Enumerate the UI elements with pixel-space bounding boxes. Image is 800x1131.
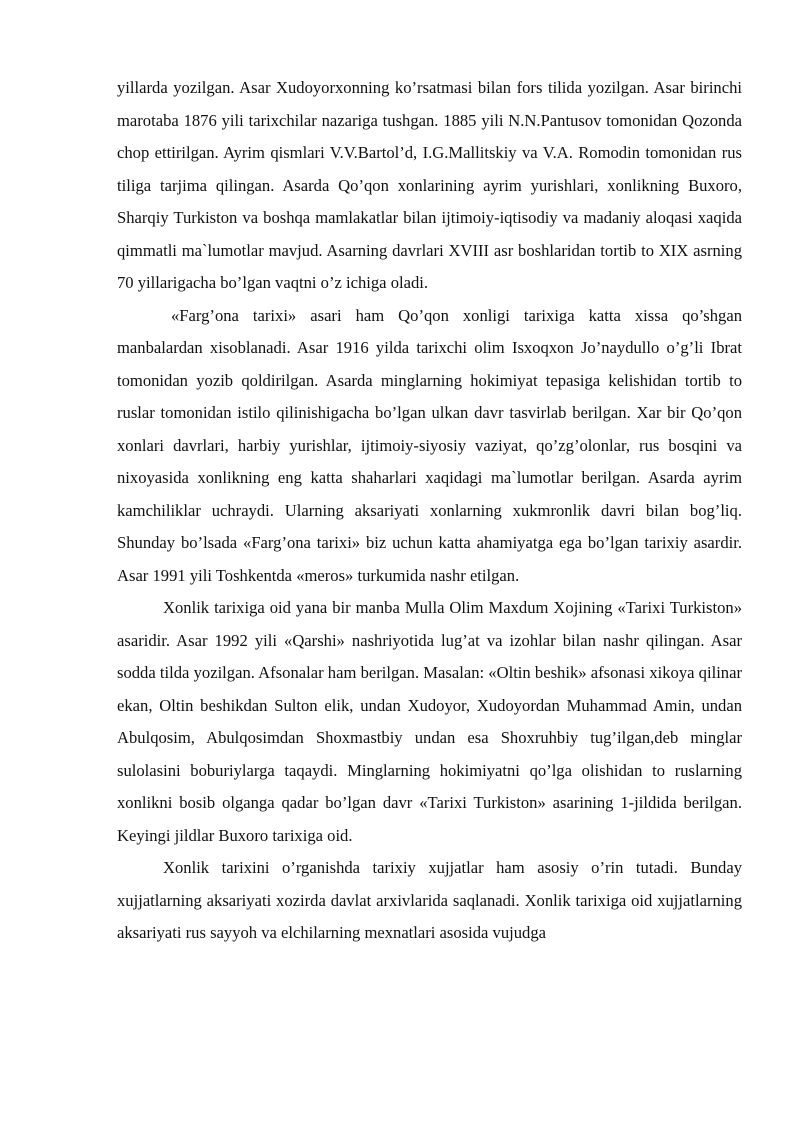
paragraph-fergana-history: «Farg’ona tarixi» asari ham Qo’qon xonligi tarixiga katta xissa qo’shgan manbalardan xisoblanadi. Asar 1916 yilda tarixchi olim Isxoqxon Jo’naydullo o’g’li Ibrat tomonidan yozib qoldirilgan. Asarda minglarning hokimiyat tepasiga kelishidan tortib to ruslar tomonidan istilo qilinishigacha bo’lgan ulkan davr tasvirlab berilgan. Xar bir Qo’qon xonlari davrlari, harbiy yurishlar, ijtimoiy-siyosiy vaziyat, qo’zg’olonlar, rus bosqini va nixoyasida xonlikning eng katta shaharlari xaqidagi ma`lumotlar berilgan. Asarda ayrim kamchiliklar uchraydi. Ularning aksariyati xonlarning xukmronlik davri bilan bog’liq. Shunday bo’lsada «Farg’ona tarixi» biz uchun katta ahamiyatga ega bo’lgan tarixiy asardir. Asar 1991 yili Toshkentda «meros» turkumida nashr etilgan. (117, 305, 742, 585)
document-page (117, 72, 742, 950)
paragraph-tarixi-turkiston: Xonlik tarixiga oid yana bir manba Mulla Olim Maxdum Xojining «Tarixi Turkiston» asaridir. Asar 1992 yili «Qarshi» nashriyotida lug’at va izohlar bilan nashr qilingan. Asar sodda tilda yozilgan. Afsonalar ham berilgan. Masalan: «Oltin beshik» afsonasi xikoya qilinar ekan, Oltin beshikdan Sulton elik, undan Xudoyor, Xudoyordan Muhammad Amin, undan Abulqosim, Abulqosimdan Shoxmastbiy undan esa Shoxruhbiy tug’ilgan,deb minglar sulolasini boburiylarga taqaydi. Minglarning hokimiyatni qo’lga olishidan to ruslarning xonlikni bosib olganga qadar bo’lgan davr «Tarixi Turkiston» asarining 1-jildida berilgan. Keyingi jildlar Buxoro tarixiga oid. (117, 598, 742, 845)
paragraph-historical-documents: Xonlik tarixini o’rganishda tarixiy xujjatlar ham asosiy o’rin tutadi. Bunday xujjatlarning aksariyati xozirda davlat arxivlarida saqlanadi. Xonlik tarixiga oid xujjatlarning aksariyati rus sayyoh va elchilarning mexnatlari asosida vujudga (117, 858, 742, 942)
paragraph-kokand-chronicle: yillarda yozilgan. Asar Xudoyorxonning ko’rsatmasi bilan fors tilida yozilgan. Asar birinchi marotaba 1876 yili tarixchilar nazariga tushgan. 1885 yili N.N.Pantusov tomonidan Qozonda chop ettirilgan. Ayrim qismlari V.V.Bartol’d, I.G.Mallitskiy va V.A. Romodin tomonidan rus tiliga tarjima qilingan. Asarda Qo’qon xonlarining ayrim yurishlari, xonlikning Buxoro, Sharqiy Turkiston va boshqa mamlakatlar bilan ijtimoiy-iqtisodiy va madaniy aloqasi xaqida qimmatli ma`lumotlar mavjud. Asarning davrlari XVIII asr boshlaridan tortib to XIX asrning 70 yillarigacha bo’lgan vaqtni o’z ichiga oladi. (117, 78, 742, 292)
